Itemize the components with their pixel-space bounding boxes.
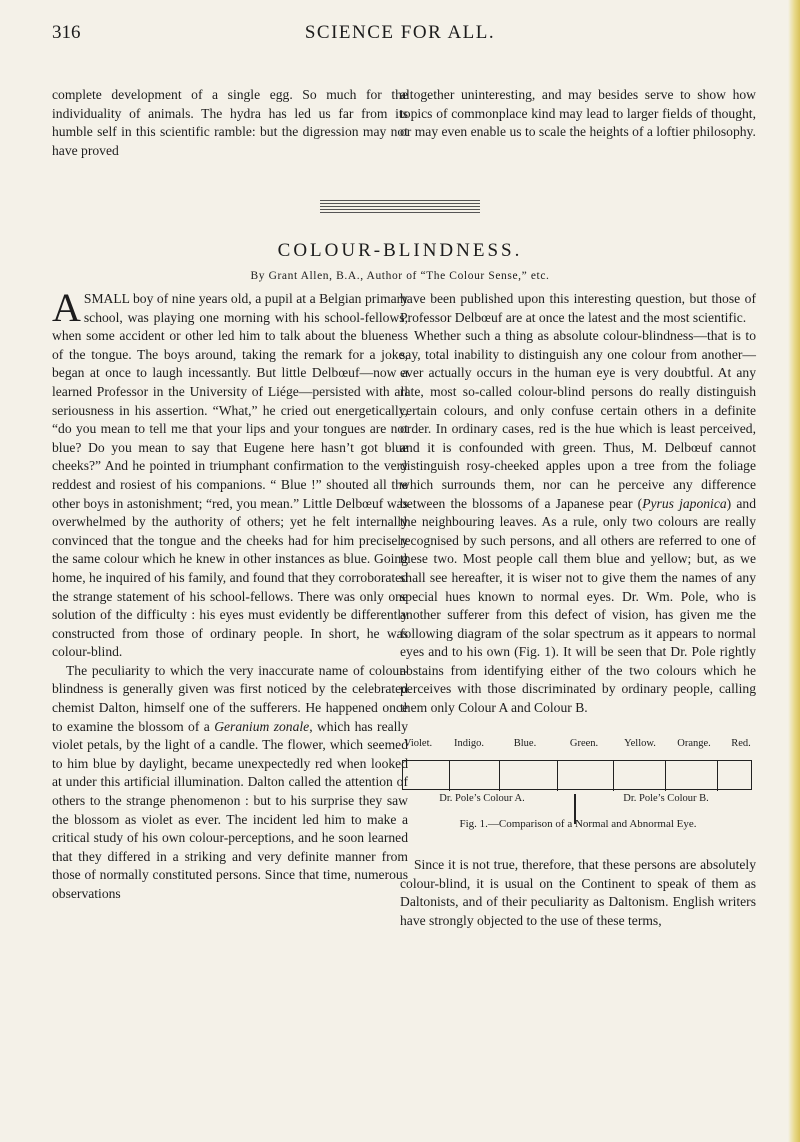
pyrus-name: Pyrus japonica bbox=[642, 495, 727, 511]
colour-b-label: Dr. Pole’s Colour B. bbox=[623, 793, 709, 804]
opening-paragraph bbox=[52, 285, 408, 662]
spectrum-divider bbox=[499, 761, 500, 791]
right-column-after-figure bbox=[400, 856, 756, 930]
running-head: SCIENCE FOR ALL. bbox=[304, 22, 496, 43]
page-header bbox=[0, 10, 800, 50]
page-number: 316 bbox=[52, 22, 81, 43]
spectrum-label-red: Red. bbox=[731, 738, 751, 749]
spectrum-divider bbox=[717, 761, 718, 791]
right-paragraph-2: Whether such a thing as absolute colour-blindness—that is to say, total inability to distinguish any one colour from another—ever actually occurs in the human eye is very doubtful. At any rate, most so-called colour-blind persons do really distinguish certain colours, and only confuse certain others in a definite order. In ordinary cases, red is the hue which is least perceived, and it is confounded with green. Thus, M. Delbœuf cannot distinguish rosy-cheeked apples upon a tree from the foliage which surrounds them, nor can he perceive any difference between the blossoms of a Japanese pear (Pyrus japonica) and the neighbouring leaves. As a rule, only two colours are really recognised by such persons, and all others are referred to one of these two. Most people call them blue and yellow; but, as we shall see hereafter, it is wiser not to give them the names of any special hues known to normal eyes. Dr. Wm. Pole, who is another sufferer from this defect of vision, has given me the following diagram of the solar spectrum as it appears to normal eyes and to his own (Fig. 1). It will be seen that Dr. Pole rightly abstains from identifying either of the two colours which he perceives with those discriminated by ordinary people, calling them only Colour A and Colour B. bbox=[400, 328, 756, 716]
spectrum-divider bbox=[449, 761, 450, 791]
page-edge bbox=[788, 0, 800, 1142]
spectrum-divider bbox=[665, 761, 666, 791]
right-paragraph-3: Since it is not true, therefore, that these persons are absolutely colour-blind, it is usual on the Continent to speak of them as Daltonists, and of their peculiarity as Daltonism. English writers have strongly objected to the use of these terms, bbox=[400, 857, 756, 928]
spectrum-divider bbox=[613, 761, 614, 791]
spectrum-label-green: Green. bbox=[569, 738, 599, 749]
spectrum-label-indigo: Indigo. bbox=[453, 738, 485, 749]
right-column bbox=[400, 290, 756, 718]
dalton-paragraph: The peculiarity to which the very inaccurate name of colour-blindness is generally given was first noticed by the celebrated chemist Dalton, himself one of the sufferers. He happened once to examine the blossom of a Geranium zonale, which has really violet petals, by the light of a candle. The flower, which seemed to him blue by daylight, became unexpectedly red when looked at under this artificial illumination. Dalton called the attention of others to the strange phenomenon : but to his surprise they saw the blossom as violet as ever. The incident led him to make a critical study of his own colour-perceptions, and he soon learned that they differed in a striking and very definite manner from those of normally constituted persons. Since that time, numerous observations bbox=[52, 662, 409, 901]
spectrum-labels bbox=[400, 738, 756, 752]
section-divider bbox=[320, 200, 480, 215]
spectrum-label-violet: Violet. bbox=[403, 738, 433, 749]
previous-article-right bbox=[400, 86, 756, 142]
previous-article-right-text: altogether uninteresting, and may besides serve to show how topics of commonplace kind may lead to larger fields of thought, or may even enable us to scale the heights of a loftier philosophy. bbox=[400, 87, 756, 140]
left-column bbox=[52, 285, 409, 904]
spectrum-divider bbox=[557, 761, 558, 791]
colour-a-label: Dr. Pole’s Colour A. bbox=[439, 793, 525, 804]
article-byline: By Grant Allen, B.A., Author of “The Colour Sense,” etc. bbox=[250, 270, 550, 282]
figure-caption: Fig. 1.—Comparison of a Normal and Abnormal Eye. bbox=[459, 818, 697, 830]
previous-article-left bbox=[52, 86, 408, 160]
opening-paragraph-text: SMALL boy of nine years old, a pupil at a Belgian primary school, was playing one morning with his school-fellows, when some accident or other led him to talk about the blueness of the tongue. The boys around, taking the remark for a joke, began at once to laugh incessantly. But little Delbœuf—now a learned Professor in the University of Liége—persisted with all seriousness in his assertion. “What,” he cried out energetically, “do you mean to tell me that your lips and your tongues are not blue? Do you mean to say that Eugene here hasn’t got blue cheeks?” And he pointed in triumphant confirmation to the very reddest and rosiest of his companions. “ Blue !” shouted all the other boys in astonishment; “red, you mean.” Little Delbœuf was overwhelmed by the authority of others; yet he felt internally convinced that the tongue and the cheeks had for him precisely the same colour which he knew in other instances as blue. Going home, he inquired of his family, and found that they corroborated the strange statement of his school-fellows. There was only one solution of the difficulty : his eyes must evidently be differently constructed from those of ordinary people. In short, he was colour-blind. bbox=[52, 291, 408, 660]
drop-cap: A bbox=[52, 285, 81, 330]
article-title: COLOUR-BLINDNESS. bbox=[277, 240, 523, 261]
previous-article-left-text: complete development of a single egg. So much for the individuality of animals. The hydra has led us far from its humble self in this scientific ramble: but the digression may not have proved bbox=[52, 87, 408, 158]
geranium-name: Geranium zonale bbox=[214, 718, 310, 734]
spectrum-label-orange: Orange. bbox=[677, 738, 711, 749]
right-paragraph-1: have been published upon this interesting question, but those of Professor Delbœuf are at once the latest and the most scientific. bbox=[400, 291, 756, 325]
spectrum-label-yellow: Yellow. bbox=[624, 738, 656, 749]
spectrum-bar bbox=[402, 760, 752, 790]
spectrum-label-blue: Blue. bbox=[513, 738, 537, 749]
